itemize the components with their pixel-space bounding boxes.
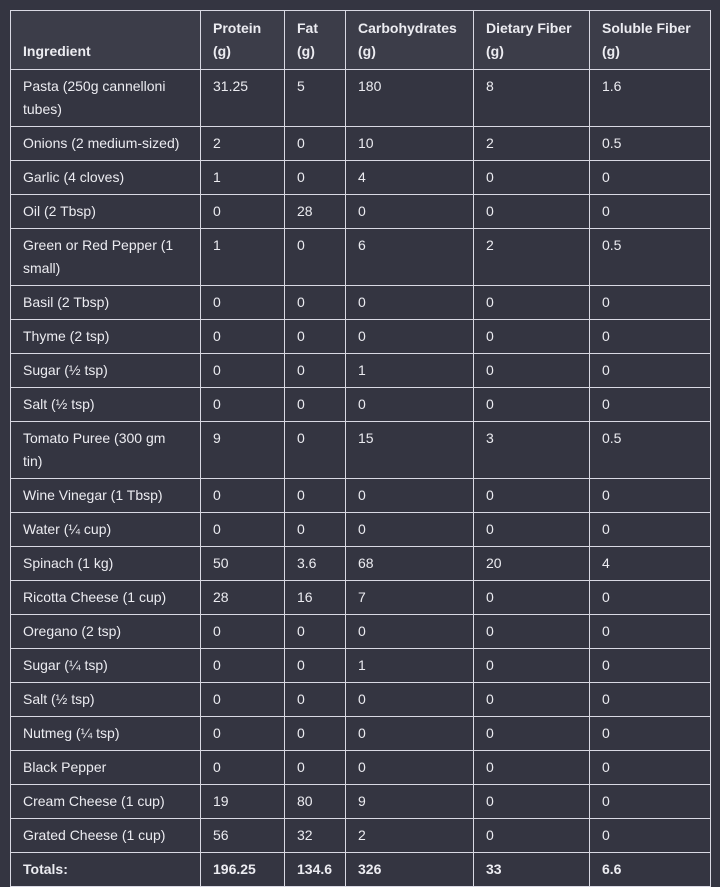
nutrition-table-container <box>10 10 710 887</box>
table-row <box>11 388 711 422</box>
value-cell: 0 <box>590 649 711 683</box>
ingredient-cell: Ricotta Cheese (1 cup) <box>11 581 201 615</box>
table-row <box>11 195 711 229</box>
table-row <box>11 547 711 581</box>
table-row <box>11 785 711 819</box>
ingredient-cell: Salt (½ tsp) <box>11 683 201 717</box>
ingredient-cell: Spinach (1 kg) <box>11 547 201 581</box>
ingredient-cell: Salt (½ tsp) <box>11 388 201 422</box>
value-cell: 68 <box>346 547 474 581</box>
ingredient-cell: Garlic (4 cloves) <box>11 161 201 195</box>
value-cell: 0 <box>201 286 285 320</box>
value-cell: 0.5 <box>590 422 711 479</box>
value-cell: 0 <box>285 229 346 286</box>
ingredient-cell: Sugar (¼ tsp) <box>11 649 201 683</box>
value-cell: 56 <box>201 819 285 853</box>
value-cell: 180 <box>346 70 474 127</box>
value-cell: 0 <box>590 388 711 422</box>
column-header: Carbohydrates (g) <box>346 11 474 70</box>
value-cell: 0.5 <box>590 229 711 286</box>
nutrition-table <box>10 10 711 887</box>
value-cell: 0 <box>346 195 474 229</box>
value-cell: 0 <box>474 195 590 229</box>
value-cell: 0 <box>474 717 590 751</box>
table-row <box>11 70 711 127</box>
value-cell: 0.5 <box>590 127 711 161</box>
value-cell: 0 <box>590 354 711 388</box>
value-cell: 1 <box>201 229 285 286</box>
value-cell: 20 <box>474 547 590 581</box>
value-cell: 31.25 <box>201 70 285 127</box>
value-cell: 0 <box>474 751 590 785</box>
value-cell: 2 <box>346 819 474 853</box>
value-cell: 0 <box>285 683 346 717</box>
value-cell: 0 <box>590 320 711 354</box>
value-cell: 0 <box>590 581 711 615</box>
value-cell: 50 <box>201 547 285 581</box>
value-cell: 0 <box>474 581 590 615</box>
value-cell: 0 <box>474 388 590 422</box>
value-cell: 0 <box>474 354 590 388</box>
value-cell: 0 <box>285 286 346 320</box>
table-row <box>11 683 711 717</box>
value-cell: 0 <box>285 388 346 422</box>
value-cell: 0 <box>201 751 285 785</box>
value-cell: 3.6 <box>285 547 346 581</box>
value-cell: 0 <box>285 422 346 479</box>
value-cell: 1 <box>201 161 285 195</box>
table-row <box>11 422 711 479</box>
ingredient-cell: Water (¼ cup) <box>11 513 201 547</box>
totals-row <box>11 853 711 887</box>
value-cell: 0 <box>285 649 346 683</box>
value-cell: 6 <box>346 229 474 286</box>
ingredient-cell: Grated Cheese (1 cup) <box>11 819 201 853</box>
value-cell: 2 <box>201 127 285 161</box>
ingredient-cell: Pasta (250g cannelloni tubes) <box>11 70 201 127</box>
value-cell: 0 <box>346 717 474 751</box>
value-cell: 2 <box>474 229 590 286</box>
value-cell: 1 <box>346 649 474 683</box>
table-body <box>11 70 711 853</box>
ingredient-cell: Oil (2 Tbsp) <box>11 195 201 229</box>
value-cell: 0 <box>285 717 346 751</box>
value-cell: 0 <box>474 479 590 513</box>
value-cell: 0 <box>201 354 285 388</box>
value-cell: 32 <box>285 819 346 853</box>
total-value-cell: 6.6 <box>590 853 711 887</box>
table-row <box>11 161 711 195</box>
value-cell: 4 <box>346 161 474 195</box>
table-row <box>11 513 711 547</box>
table-row <box>11 819 711 853</box>
ingredient-cell: Basil (2 Tbsp) <box>11 286 201 320</box>
table-row <box>11 751 711 785</box>
table-footer <box>11 853 711 887</box>
value-cell: 0 <box>285 320 346 354</box>
value-cell: 2 <box>474 127 590 161</box>
value-cell: 9 <box>346 785 474 819</box>
table-row <box>11 127 711 161</box>
value-cell: 0 <box>201 683 285 717</box>
value-cell: 0 <box>590 195 711 229</box>
value-cell: 0 <box>201 615 285 649</box>
value-cell: 0 <box>474 785 590 819</box>
ingredient-cell: Cream Cheese (1 cup) <box>11 785 201 819</box>
table-row <box>11 286 711 320</box>
value-cell: 0 <box>201 717 285 751</box>
column-header: Ingredient <box>11 11 201 70</box>
table-row <box>11 320 711 354</box>
ingredient-cell: Wine Vinegar (1 Tbsp) <box>11 479 201 513</box>
total-value-cell: 326 <box>346 853 474 887</box>
column-header: Fat (g) <box>285 11 346 70</box>
value-cell: 0 <box>590 819 711 853</box>
value-cell: 0 <box>285 161 346 195</box>
value-cell: 0 <box>474 161 590 195</box>
value-cell: 0 <box>346 479 474 513</box>
ingredient-cell: Sugar (½ tsp) <box>11 354 201 388</box>
value-cell: 0 <box>346 388 474 422</box>
header-row <box>11 11 711 70</box>
value-cell: 0 <box>590 751 711 785</box>
value-cell: 0 <box>201 479 285 513</box>
value-cell: 0 <box>590 286 711 320</box>
value-cell: 0 <box>474 320 590 354</box>
table-row <box>11 717 711 751</box>
total-value-cell: 33 <box>474 853 590 887</box>
value-cell: 0 <box>201 513 285 547</box>
value-cell: 5 <box>285 70 346 127</box>
value-cell: 7 <box>346 581 474 615</box>
value-cell: 9 <box>201 422 285 479</box>
column-header: Dietary Fiber (g) <box>474 11 590 70</box>
value-cell: 15 <box>346 422 474 479</box>
value-cell: 0 <box>346 683 474 717</box>
value-cell: 10 <box>346 127 474 161</box>
table-row <box>11 615 711 649</box>
table-row <box>11 354 711 388</box>
value-cell: 0 <box>346 286 474 320</box>
ingredient-cell: Black Pepper <box>11 751 201 785</box>
value-cell: 0 <box>285 354 346 388</box>
table-row <box>11 581 711 615</box>
value-cell: 0 <box>201 195 285 229</box>
value-cell: 0 <box>346 320 474 354</box>
value-cell: 0 <box>285 513 346 547</box>
column-header: Soluble Fiber (g) <box>590 11 711 70</box>
value-cell: 0 <box>474 683 590 717</box>
value-cell: 0 <box>590 785 711 819</box>
value-cell: 19 <box>201 785 285 819</box>
value-cell: 0 <box>285 615 346 649</box>
value-cell: 0 <box>201 388 285 422</box>
table-row <box>11 229 711 286</box>
value-cell: 0 <box>285 751 346 785</box>
value-cell: 0 <box>474 615 590 649</box>
value-cell: 0 <box>590 683 711 717</box>
value-cell: 28 <box>201 581 285 615</box>
value-cell: 0 <box>346 513 474 547</box>
ingredient-cell: Thyme (2 tsp) <box>11 320 201 354</box>
ingredient-cell: Tomato Puree (300 gm tin) <box>11 422 201 479</box>
value-cell: 0 <box>474 649 590 683</box>
value-cell: 0 <box>590 513 711 547</box>
ingredient-cell: Onions (2 medium-sized) <box>11 127 201 161</box>
value-cell: 8 <box>474 70 590 127</box>
value-cell: 80 <box>285 785 346 819</box>
value-cell: 0 <box>201 320 285 354</box>
value-cell: 16 <box>285 581 346 615</box>
value-cell: 0 <box>474 513 590 547</box>
total-value-cell: 134.6 <box>285 853 346 887</box>
ingredient-cell: Oregano (2 tsp) <box>11 615 201 649</box>
totals-label: Totals: <box>11 853 201 887</box>
value-cell: 0 <box>590 479 711 513</box>
value-cell: 0 <box>474 286 590 320</box>
table-header <box>11 11 711 70</box>
value-cell: 0 <box>346 615 474 649</box>
value-cell: 4 <box>590 547 711 581</box>
total-value-cell: 196.25 <box>201 853 285 887</box>
value-cell: 0 <box>346 751 474 785</box>
value-cell: 0 <box>590 717 711 751</box>
table-row <box>11 649 711 683</box>
value-cell: 1.6 <box>590 70 711 127</box>
value-cell: 0 <box>590 161 711 195</box>
ingredient-cell: Nutmeg (¼ tsp) <box>11 717 201 751</box>
value-cell: 0 <box>201 649 285 683</box>
value-cell: 0 <box>285 127 346 161</box>
value-cell: 1 <box>346 354 474 388</box>
value-cell: 0 <box>590 615 711 649</box>
value-cell: 28 <box>285 195 346 229</box>
table-row <box>11 479 711 513</box>
column-header: Protein (g) <box>201 11 285 70</box>
value-cell: 3 <box>474 422 590 479</box>
ingredient-cell: Green or Red Pepper (1 small) <box>11 229 201 286</box>
value-cell: 0 <box>474 819 590 853</box>
value-cell: 0 <box>285 479 346 513</box>
